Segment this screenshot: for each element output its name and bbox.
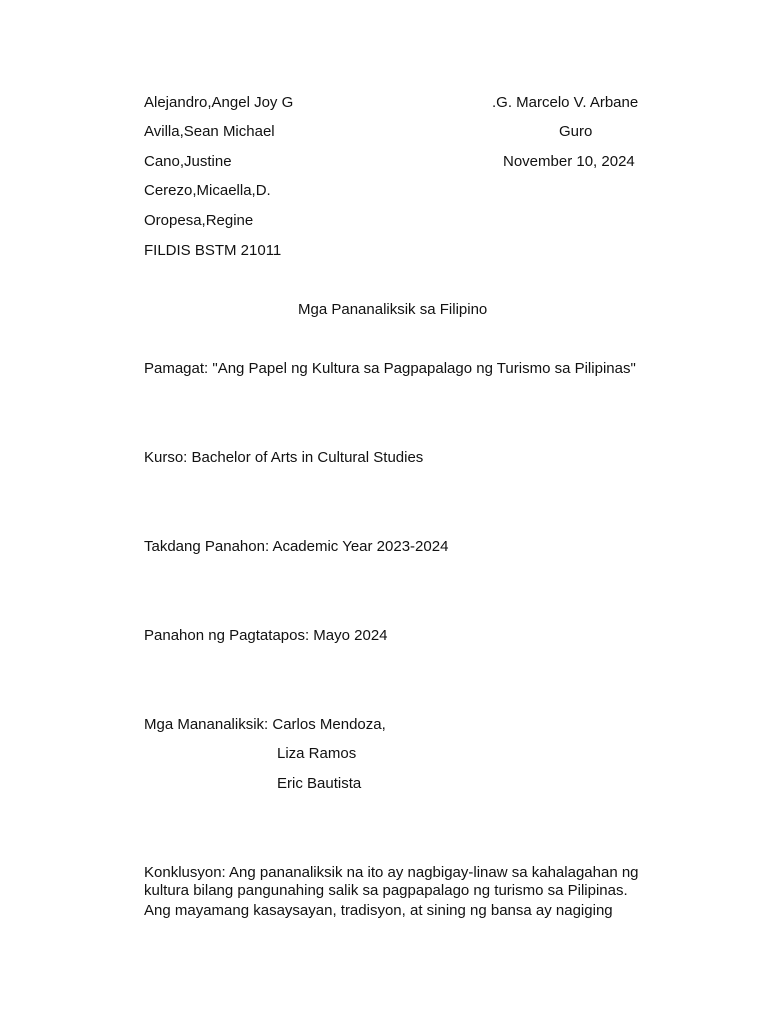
subject-title: Mga Pananaliksik sa Filipino xyxy=(298,301,488,318)
konklusyon-line-1: Konklusyon: Ang pananaliksik na ito ay nagbigay-linaw sa kahalagahan ng xyxy=(144,864,639,881)
kurso-field: Kurso: Bachelor of Arts in Cultural Studies xyxy=(144,449,424,466)
student-name-5: Oropesa,Regine xyxy=(144,212,254,229)
panahon-pagtatapos-field: Panahon ng Pagtatapos: Mayo 2024 xyxy=(144,627,388,644)
researcher-name: Liza Ramos xyxy=(277,745,357,762)
pamagat-field: Pamagat: "Ang Papel ng Kultura sa Pagpapalago ng Turismo sa Pilipinas" xyxy=(144,360,636,377)
student-name-2: Avilla,Sean Michael xyxy=(144,123,275,140)
document-date: November 10, 2024 xyxy=(503,153,635,170)
takdang-panahon-field: Takdang Panahon: Academic Year 2023-2024 xyxy=(144,538,449,555)
student-name-1: Alejandro,Angel Joy G xyxy=(144,94,294,111)
konklusyon-line-2: kultura bilang pangunahing salik sa pagpapalago ng turismo sa Pilipinas. xyxy=(144,882,628,899)
student-name-3: Cano,Justine xyxy=(144,153,232,170)
section-code: FILDIS BSTM 21011 xyxy=(144,242,282,259)
teacher-name: .G. Marcelo V. Arbane xyxy=(492,94,639,111)
mananaliksik-label: Mga Mananaliksik: Carlos Mendoza, xyxy=(144,716,386,733)
teacher-role: Guro xyxy=(559,123,593,140)
konklusyon-line-3: Ang mayamang kasaysayan, tradisyon, at sining ng bansa ay nagiging xyxy=(144,902,613,919)
student-name-4: Cerezo,Micaella,D. xyxy=(144,182,271,199)
researcher-name: Eric Bautista xyxy=(277,775,362,792)
